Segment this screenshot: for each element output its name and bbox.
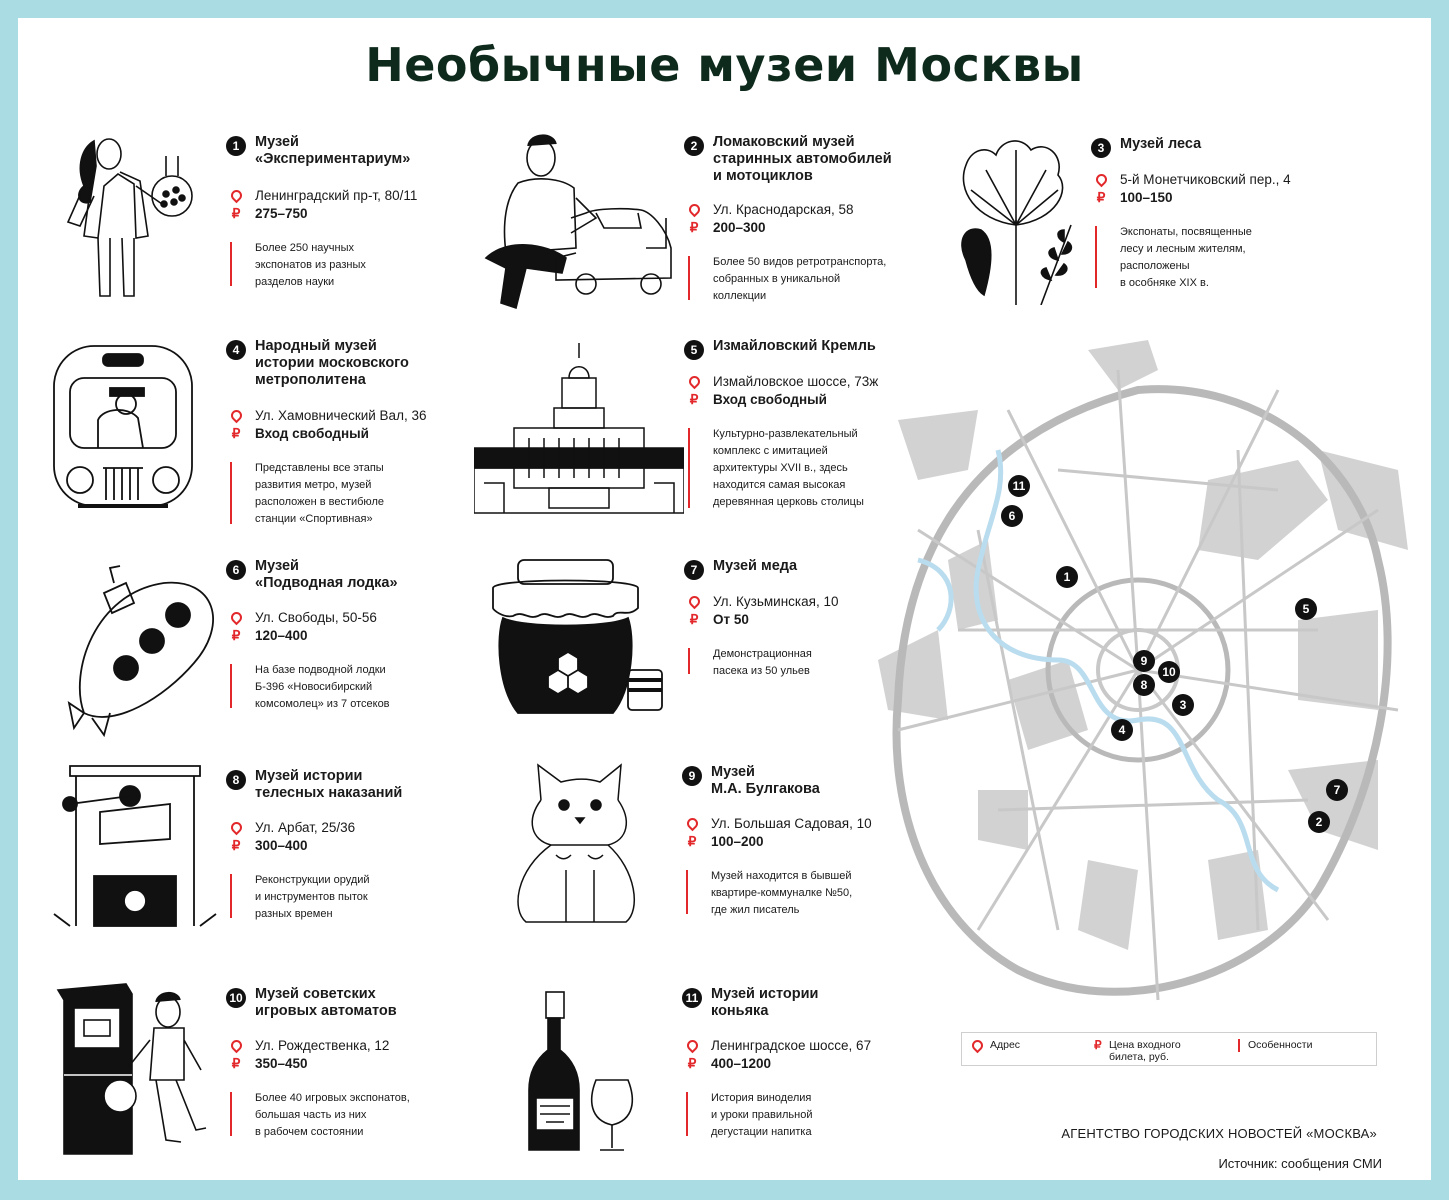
museum-note: Музей находится в бывшей квартире-коммуналке №50, где жил писатель xyxy=(711,870,853,916)
legend-features: Особенности xyxy=(1248,1039,1313,1051)
museum-number: 3 xyxy=(1091,138,1111,158)
museum-address: Ул. Краснодарская, 58 xyxy=(713,202,854,217)
page-title: Необычные музеи Москвы xyxy=(365,38,1084,92)
museum-number: 11 xyxy=(682,988,702,1008)
features-marker xyxy=(1095,226,1097,288)
museum-note: Экспонаты, посвященные лесу и лесным жителям, расположены в особняке XIX в. xyxy=(1120,226,1252,289)
museum-number: 9 xyxy=(682,766,702,786)
features-marker xyxy=(230,462,232,524)
museum-number: 5 xyxy=(684,340,704,360)
map-pin-icon xyxy=(226,408,246,423)
legend-price: Цена входного билета, руб. xyxy=(1109,1039,1181,1063)
museum-address: Ленинградское шоссе, 67 xyxy=(711,1038,872,1053)
map-pin-icon xyxy=(226,610,246,625)
ruble-icon: ₽ xyxy=(231,206,241,221)
map-pin-icon xyxy=(970,1038,986,1054)
map-marker-11: 11 xyxy=(1008,475,1030,497)
museum-note: Более 40 игровых экспонатов, большая часть из них в рабочем состоянии xyxy=(255,1092,410,1138)
museum-name: Измайловский Кремль xyxy=(713,338,876,354)
museum-number: 7 xyxy=(684,560,704,580)
museum-note: История виноделия и уроки правильной дегустации напитка xyxy=(711,1092,813,1138)
museum-name: Музей истории коньяка xyxy=(711,986,819,1019)
agency-credit: АГЕНТСТВО ГОРОДСКИХ НОВОСТЕЙ «МОСКВА» xyxy=(1061,1126,1377,1141)
map-marker-1: 1 xyxy=(1056,566,1078,588)
museum-address: 5-й Монетчиковский пер., 4 xyxy=(1120,172,1291,187)
ruble-icon: ₽ xyxy=(231,426,241,441)
leaves-illustration xyxy=(946,130,1081,305)
features-marker xyxy=(230,874,232,918)
ruble-icon: ₽ xyxy=(687,834,697,849)
museum-price: 275–750 xyxy=(255,206,308,221)
museum-name: Музей «Экспериментариум» xyxy=(255,134,411,167)
features-marker xyxy=(230,242,232,286)
map-marker-3: 3 xyxy=(1172,694,1194,716)
infographic-card xyxy=(18,18,1431,1180)
metro-train-illustration xyxy=(48,340,198,520)
museum-address: Ул. Арбат, 25/36 xyxy=(255,820,356,835)
museum-name: Музей М.А. Булгакова xyxy=(711,764,820,797)
features-marker xyxy=(230,664,232,708)
museum-address: Ул. Хамовнический Вал, 36 xyxy=(255,408,427,423)
features-marker xyxy=(686,1092,688,1136)
car-man-illustration xyxy=(466,128,676,313)
map-pin-icon xyxy=(684,202,704,217)
museum-price: Вход свободный xyxy=(255,426,369,441)
ruble-icon: ₽ xyxy=(231,1056,241,1071)
museum-name: Музей леса xyxy=(1120,136,1202,152)
ruble-icon: ₽ xyxy=(689,392,699,407)
ruble-icon: ₽ xyxy=(1096,190,1106,205)
map-pin-icon xyxy=(682,1038,702,1053)
museum-note: Демонстрационная пасека из 50 ульев xyxy=(713,648,812,677)
features-marker xyxy=(686,870,688,914)
map-marker-9: 9 xyxy=(1133,650,1155,672)
museum-number: 2 xyxy=(684,136,704,156)
museum-price: 100–200 xyxy=(711,834,764,849)
arcade-machine-illustration xyxy=(56,980,216,1155)
museum-price: 400–1200 xyxy=(711,1056,772,1071)
map-marker-7: 7 xyxy=(1326,779,1348,801)
ruble-icon: ₽ xyxy=(689,220,699,235)
museum-price: 200–300 xyxy=(713,220,766,235)
map-pin-icon xyxy=(1091,172,1111,187)
cognac-bottle-illustration xyxy=(524,990,654,1155)
map-pin-icon xyxy=(226,820,246,835)
museum-address: Ул. Кузьминская, 10 xyxy=(713,594,839,609)
museum-number: 1 xyxy=(226,136,246,156)
museum-name: Народный музей истории московского метрополитена xyxy=(255,338,409,388)
museum-note: Представлены все этапы развития метро, музей расположен в вестибюле станции «Спортивная» xyxy=(255,462,384,525)
features-marker xyxy=(688,428,690,508)
museum-address: Ул. Большая Садовая, 10 xyxy=(711,816,872,831)
ruble-icon: ₽ xyxy=(689,612,699,627)
ruble-icon: ₽ xyxy=(1094,1038,1102,1052)
moscow-map xyxy=(858,330,1418,1010)
guillotine-illustration xyxy=(50,764,220,929)
museum-price: 120–400 xyxy=(255,628,308,643)
features-marker xyxy=(1238,1039,1240,1052)
features-marker xyxy=(688,256,690,300)
map-marker-4: 4 xyxy=(1111,719,1133,741)
cat-illustration xyxy=(496,760,646,925)
museum-price: 300–400 xyxy=(255,838,308,853)
museum-name: Музей меда xyxy=(713,558,798,574)
map-marker-10: 10 xyxy=(1158,661,1180,683)
map-pin-icon xyxy=(682,816,702,831)
legend-address: Адрес xyxy=(990,1039,1021,1051)
submarine-illustration xyxy=(54,563,224,738)
museum-price: 350–450 xyxy=(255,1056,308,1071)
ruble-icon: ₽ xyxy=(687,1056,697,1071)
map-pin-icon xyxy=(684,594,704,609)
map-pin-icon xyxy=(684,374,704,389)
features-marker xyxy=(230,1092,232,1136)
source-note: Источник: сообщения СМИ xyxy=(1218,1156,1382,1171)
museum-address: Ленинградский пр-т, 80/11 xyxy=(255,188,418,203)
map-pin-icon xyxy=(226,1038,246,1053)
museum-number: 10 xyxy=(226,988,246,1008)
museum-name: Ломаковский музей старинных автомобилей и мотоциклов xyxy=(713,134,892,184)
scientist-illustration xyxy=(54,126,204,301)
museum-number: 6 xyxy=(226,560,246,580)
museum-note: Более 250 научных экспонатов из разных разделов науки xyxy=(255,242,366,288)
museum-address: Ул. Свободы, 50-56 xyxy=(255,610,377,625)
map-marker-5: 5 xyxy=(1295,598,1317,620)
features-marker xyxy=(688,648,690,674)
museum-address: Измайловское шоссе, 73ж xyxy=(713,374,879,389)
map-marker-6: 6 xyxy=(1001,505,1023,527)
map-pin-icon xyxy=(226,188,246,203)
museum-note: Культурно-развлекательный комплекс с имитацией архитектуры XVII в., здесь находится самая высокая деревянная церковь столицы xyxy=(713,428,864,508)
museum-note: Реконструкции орудий и инструментов пыток разных времен xyxy=(255,874,370,920)
museum-name: Музей «Подводная лодка» xyxy=(255,558,398,591)
museum-price: Вход свободный xyxy=(713,392,827,407)
ruble-icon: ₽ xyxy=(231,628,241,643)
map-marker-8: 8 xyxy=(1133,674,1155,696)
museum-note: На базе подводной лодки Б-396 «Новосибирский комсомолец» из 7 отсеков xyxy=(255,664,390,710)
museum-number: 8 xyxy=(226,770,246,790)
map-marker-2: 2 xyxy=(1308,811,1330,833)
kremlin-illustration xyxy=(474,338,684,518)
museum-price: От 50 xyxy=(713,612,749,627)
museum-note: Более 50 видов ретротранспорта, собранных в уникальной коллекции xyxy=(713,256,887,302)
museum-price: 100–150 xyxy=(1120,190,1173,205)
museum-address: Ул. Рождественка, 12 xyxy=(255,1038,390,1053)
museum-number: 4 xyxy=(226,340,246,360)
ruble-icon: ₽ xyxy=(231,838,241,853)
map-legend xyxy=(961,1032,1377,1066)
honey-jar-illustration xyxy=(488,558,668,718)
museum-name: Музей истории телесных наказаний xyxy=(255,768,403,801)
museum-name: Музей советских игровых автоматов xyxy=(255,986,397,1019)
